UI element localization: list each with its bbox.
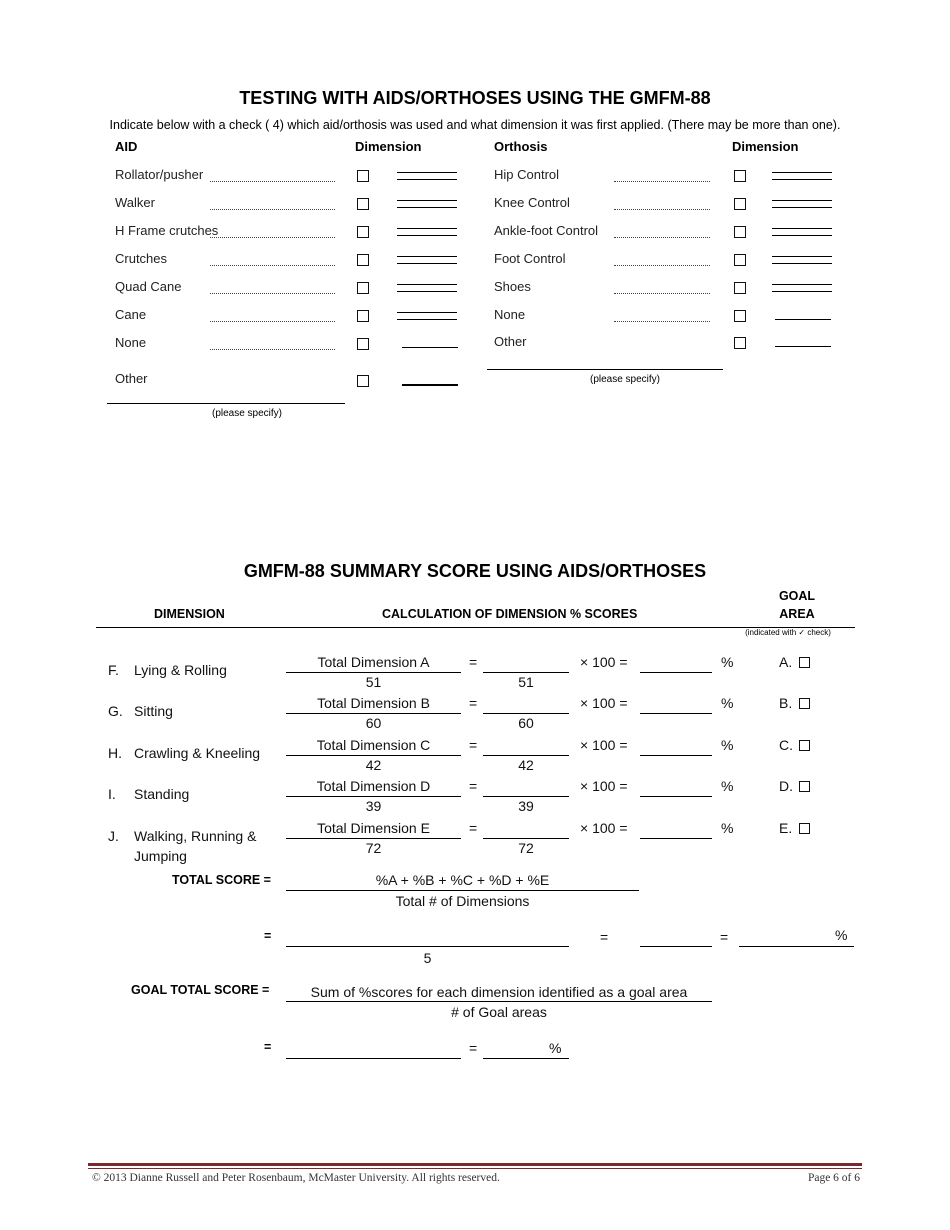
dimension-equals: = <box>469 737 478 753</box>
footer-page-number: Page 6 of 6 <box>807 1172 860 1184</box>
section2-title: GMFM-88 SUMMARY SCORE USING AIDS/ORTHOSES <box>243 561 707 581</box>
orthosis-checkbox[interactable] <box>734 282 746 294</box>
dimension-percent-field[interactable] <box>640 838 712 839</box>
dimension-fraction-bar <box>286 672 461 673</box>
goal-header-1: GOAL <box>778 589 816 603</box>
total-sum-field[interactable] <box>286 946 569 947</box>
dimension-numerator: Total Dimension C <box>316 737 431 753</box>
aid-checkbox[interactable] <box>357 254 369 266</box>
orthosis-leader <box>614 311 710 322</box>
goal-checkbox[interactable] <box>799 698 810 709</box>
total-score-label: TOTAL SCORE = <box>172 873 271 887</box>
dimension-divisor: 51 <box>518 674 534 690</box>
section1-title: TESTING WITH AIDS/ORTHOSES USING THE GMFM-88 <box>239 88 711 108</box>
orthosis-leader <box>614 255 710 266</box>
goal-checkbox[interactable] <box>799 657 810 668</box>
dimension-percent-sign: % <box>721 654 734 670</box>
aid-label: Walker <box>115 195 155 210</box>
dimension-percent-sign: % <box>721 778 734 794</box>
dimension-divisor: 60 <box>518 715 534 731</box>
orthosis-other-specify-field[interactable] <box>487 369 723 370</box>
dimension-numerator: Total Dimension B <box>317 695 430 711</box>
aid-label: Quad Cane <box>115 279 182 294</box>
orthosis-checkbox[interactable] <box>734 226 746 238</box>
orthosis-label: Hip Control <box>494 167 560 182</box>
footer-rule-thick <box>88 1163 862 1166</box>
orthosis-please-specify: (please specify) <box>589 374 661 385</box>
dimension-name: Walking, Running & <box>134 828 257 844</box>
dimension-fraction-bar <box>286 796 461 797</box>
dimension-fraction-bar <box>286 838 461 839</box>
orthosis-checkbox[interactable] <box>734 254 746 266</box>
dimension-name: Standing <box>134 786 190 802</box>
orthosis-other-label: Other <box>494 334 527 349</box>
dimension-percent-field[interactable] <box>640 796 712 797</box>
dimension-denominator: 51 <box>365 674 382 690</box>
aid-leader <box>210 339 335 350</box>
total-divisor: 5 <box>423 950 432 966</box>
aid-dimension-field[interactable] <box>397 256 457 257</box>
orthosis-other-dimension-field[interactable] <box>775 346 831 347</box>
orthosis-dimension-field[interactable] <box>775 319 831 320</box>
aid-other-dimension-field[interactable] <box>402 384 458 386</box>
dimension-equals: = <box>469 695 478 711</box>
aid-checkbox[interactable] <box>357 282 369 294</box>
goal-note: (indicated with ✓ check) <box>745 628 831 637</box>
aid-checkbox[interactable] <box>357 310 369 322</box>
total-equals-1: = <box>264 929 272 943</box>
aid-dimension-field[interactable] <box>397 200 457 201</box>
dimension-score-field[interactable] <box>483 713 569 714</box>
orthosis-dimension-field[interactable] <box>772 172 832 173</box>
orthosis-checkbox[interactable] <box>734 170 746 182</box>
aid-checkbox[interactable] <box>357 226 369 238</box>
dimension-name: Sitting <box>134 703 173 719</box>
dimension-name-2: Jumping <box>134 848 187 864</box>
aid-label: Cane <box>115 307 147 322</box>
aid-leader <box>210 283 335 294</box>
total-percent-sign: % <box>835 927 848 943</box>
orthosis-label: Shoes <box>494 279 531 294</box>
aid-dimension-field-2[interactable] <box>397 179 457 180</box>
orthosis-label: Knee Control <box>494 195 570 210</box>
dimension-letter: H. <box>108 745 122 761</box>
orthosis-dimension-field-2[interactable] <box>772 263 832 264</box>
aid-leader <box>210 227 335 238</box>
goal-total-denominator: # of Goal areas <box>451 1004 547 1020</box>
dimension-letter: F. <box>108 662 119 678</box>
aid-dimension-field-2[interactable] <box>397 319 457 320</box>
aid-dimension-field-2[interactable] <box>397 207 457 208</box>
aid-dimension-field-2[interactable] <box>397 263 457 264</box>
footer-copyright: © 2013 Dianne Russell and Peter Rosenbaum, McMaster University. All rights reserved. <box>92 1172 500 1184</box>
orthosis-label: Foot Control <box>494 251 566 266</box>
goal-percent-field[interactable] <box>483 1058 569 1059</box>
aid-other-specify-field[interactable] <box>107 403 345 404</box>
dimension-score-field[interactable] <box>483 796 569 797</box>
dimension-percent-field[interactable] <box>640 755 712 756</box>
dimension-equals: = <box>469 778 478 794</box>
dimension-divisor: 72 <box>518 840 534 856</box>
times-100: × 100 = <box>580 778 628 794</box>
dimension-numerator: Total Dimension D <box>316 778 431 794</box>
dimension-letter: I. <box>108 786 116 802</box>
orthosis-checkbox[interactable] <box>734 198 746 210</box>
dimension-fraction-bar <box>286 755 461 756</box>
dimension-equals: = <box>469 820 478 836</box>
orthosis-dimension-field-2[interactable] <box>772 207 832 208</box>
calculation-header: CALCULATION OF DIMENSION % SCORES <box>382 607 638 621</box>
orthosis-label: Ankle-foot Control <box>494 223 599 238</box>
times-100: × 100 = <box>580 737 628 753</box>
orthosis-dimension-header: Dimension <box>732 139 799 154</box>
orthosis-dimension-field-2[interactable] <box>772 291 832 292</box>
orthosis-label: None <box>494 307 526 322</box>
dimension-divisor: 42 <box>518 757 534 773</box>
goal-total-label: GOAL TOTAL SCORE = <box>131 983 270 997</box>
aid-header: AID <box>115 139 138 154</box>
dimension-percent-sign: % <box>721 695 734 711</box>
total-equals-3: = <box>720 929 729 945</box>
aid-checkbox[interactable] <box>357 170 369 182</box>
dimension-letter: J. <box>108 828 119 844</box>
dimension-name: Lying & Rolling <box>134 662 227 678</box>
dimension-denominator: 39 <box>365 798 382 814</box>
dimension-percent-sign: % <box>721 820 734 836</box>
aid-checkbox[interactable] <box>357 198 369 210</box>
dimension-numerator: Total Dimension A <box>317 654 430 670</box>
goal-sum-field[interactable] <box>286 1058 461 1059</box>
times-100: × 100 = <box>580 820 628 836</box>
aid-other-label: Other <box>115 371 148 386</box>
dimension-denominator: 72 <box>365 840 382 856</box>
goal-checkbox[interactable] <box>799 740 810 751</box>
dimension-percent-field[interactable] <box>640 713 712 714</box>
dimension-name: Crawling & Kneeling <box>134 745 261 761</box>
orthosis-leader <box>614 227 710 238</box>
goal-equals-2: = <box>469 1040 478 1056</box>
orthosis-other-checkbox[interactable] <box>734 337 746 349</box>
aid-dimension-field[interactable] <box>397 172 457 173</box>
orthosis-leader <box>614 199 710 210</box>
aid-leader <box>210 171 335 182</box>
aid-label: H Frame crutches <box>115 223 219 238</box>
orthosis-dimension-field[interactable] <box>772 256 832 257</box>
dimension-equals: = <box>469 654 478 670</box>
goal-letter: D. <box>779 778 793 794</box>
goal-checkbox[interactable] <box>799 823 810 834</box>
orthosis-header: Orthosis <box>494 139 548 154</box>
aid-please-specify: (please specify) <box>211 408 283 419</box>
orthosis-dimension-field[interactable] <box>772 200 832 201</box>
aid-dimension-field[interactable] <box>397 284 457 285</box>
dimension-numerator: Total Dimension E <box>317 820 430 836</box>
dimension-fraction-bar <box>286 713 461 714</box>
aid-dimension-field-2[interactable] <box>397 291 457 292</box>
aid-checkbox[interactable] <box>357 338 369 350</box>
dimension-percent-sign: % <box>721 737 734 753</box>
aid-leader <box>210 255 335 266</box>
total-score-numerator: %A + %B + %C + %D + %E <box>375 872 550 888</box>
times-100: × 100 = <box>580 654 628 670</box>
aid-dimension-field-2[interactable] <box>397 235 457 236</box>
goal-letter: B. <box>779 695 793 711</box>
dimension-divisor: 39 <box>518 798 534 814</box>
orthosis-leader <box>614 283 710 294</box>
aid-label: Crutches <box>115 251 168 266</box>
goal-total-fraction-bar <box>286 1001 712 1002</box>
total-equals-2: = <box>600 929 609 945</box>
total-score-fraction-bar <box>286 890 639 891</box>
dimension-score-field[interactable] <box>483 838 569 839</box>
aid-dimension-field[interactable] <box>397 312 457 313</box>
orthosis-leader <box>614 171 710 182</box>
aid-other-checkbox[interactable] <box>357 375 369 387</box>
orthosis-dimension-field[interactable] <box>772 284 832 285</box>
goal-percent-sign: % <box>549 1040 562 1056</box>
aid-label: Rollator/pusher <box>115 167 204 182</box>
aid-dimension-field[interactable] <box>402 347 458 348</box>
times-100: × 100 = <box>580 695 628 711</box>
total-quotient-field[interactable] <box>640 946 712 947</box>
aid-leader <box>210 311 335 322</box>
aid-dimension-field[interactable] <box>397 228 457 229</box>
instruction-text: Indicate below with a check ( 4) which aid/orthosis was used and what dimension it was first applied. (There may be more than one). <box>109 118 841 132</box>
goal-letter: A. <box>779 654 793 670</box>
goal-equals-1: = <box>264 1040 272 1054</box>
dimension-score-field[interactable] <box>483 755 569 756</box>
dimension-percent-field[interactable] <box>640 672 712 673</box>
goal-total-numerator: Sum of %scores for each dimension identified as a goal area <box>310 984 688 1000</box>
dimension-denominator: 42 <box>365 757 382 773</box>
goal-checkbox[interactable] <box>799 781 810 792</box>
aid-dimension-header: Dimension <box>355 139 422 154</box>
orthosis-dimension-field-2[interactable] <box>772 235 832 236</box>
orthosis-dimension-field[interactable] <box>772 228 832 229</box>
orthosis-checkbox[interactable] <box>734 310 746 322</box>
total-score-denominator: Total # of Dimensions <box>395 893 530 909</box>
aid-label: None <box>115 335 147 350</box>
total-percent-field[interactable] <box>739 946 854 947</box>
dimension-score-field[interactable] <box>483 672 569 673</box>
dimension-denominator: 60 <box>365 715 382 731</box>
orthosis-dimension-field-2[interactable] <box>772 179 832 180</box>
dimension-letter: G. <box>108 703 123 719</box>
goal-letter: C. <box>779 737 793 753</box>
goal-header-2: AREA <box>779 607 815 621</box>
aid-leader <box>210 199 335 210</box>
goal-letter: E. <box>779 820 793 836</box>
footer-rule-thin <box>88 1168 862 1169</box>
dimension-header: DIMENSION <box>154 607 225 621</box>
